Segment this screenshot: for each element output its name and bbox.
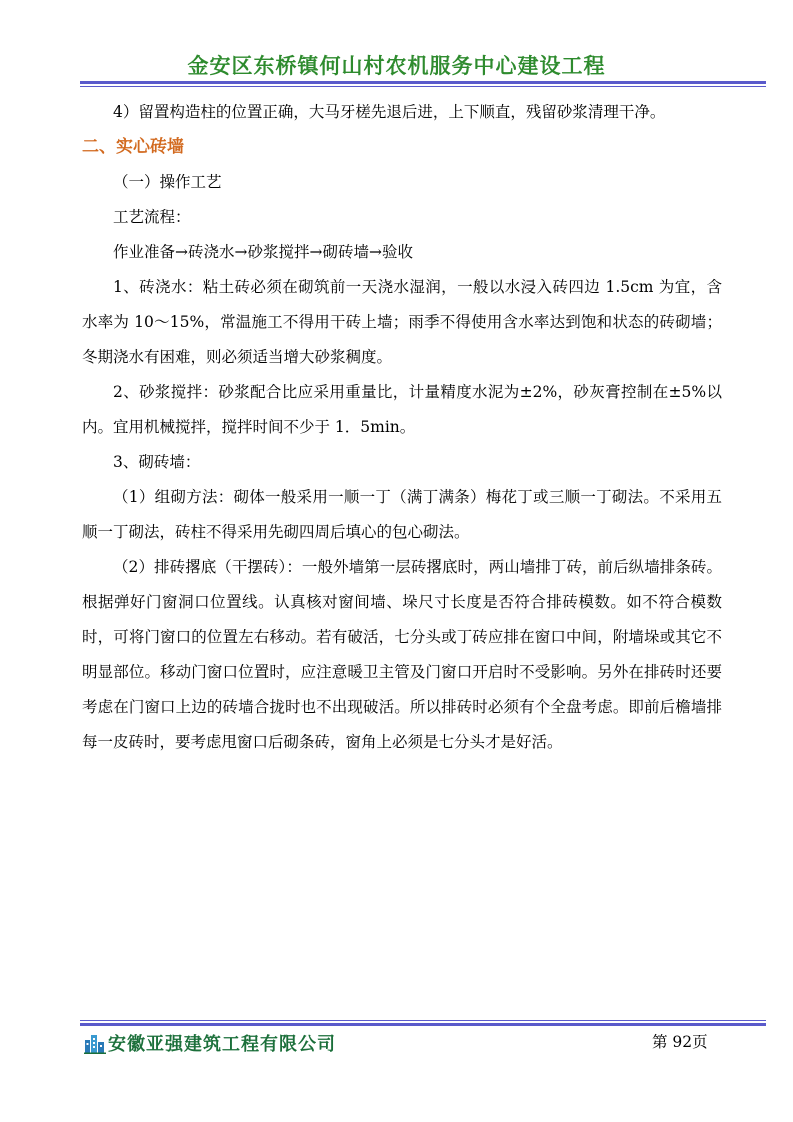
- paragraph: 4）留置构造柱的位置正确，大马牙槎先退后进，上下顺直，残留砂浆清理干净。: [113, 103, 666, 121]
- paragraph: （1）组砌方法：砌体一般采用一顺一丁（满丁满条）梅花丁或三顺一丁砌法。不采用五顺一丁砌法，砖柱不得采用先砌四周后填心的包心砌法。: [82, 488, 722, 541]
- paragraph: 2、砂浆搅拌：砂浆配合比应采用重量比，计量精度水泥为±2%，砂灰膏控制在±5%以内。宜用机械搅拌，搅拌时间不少于 1．5min。: [82, 383, 722, 436]
- building-logo-icon: [84, 1032, 106, 1054]
- subsection-title: （一）操作工艺: [113, 173, 222, 191]
- document-body: [82, 95, 722, 760]
- section-heading: 二、实心砖墙: [82, 137, 184, 157]
- footer-rule-thin: [80, 1020, 766, 1021]
- paragraph: 1、砖浇水：粘土砖必须在砌筑前一天浇水湿润，一般以水浸入砖四边 1.5cm 为宜，含水率为 10～15%，常温施工不得用干砖上墙；雨季不得使用含水率达到饱和状态的砖砌墙；冬期浇水有困难，则必须适当增大砂浆稠度。: [82, 278, 722, 366]
- footer-company-name: 安徽亚强建筑工程有限公司: [108, 1034, 336, 1055]
- paragraph: 工艺流程：: [113, 208, 191, 226]
- process-flow: 作业准备→砖浇水→砂浆搅拌→砌砖墙→验收: [113, 243, 413, 261]
- header-rule-thin: [80, 86, 766, 87]
- page-number: 第 92页: [652, 1033, 708, 1051]
- header-rule-thick: [80, 81, 766, 84]
- paragraph: （2）排砖撂底（干摆砖）：一般外墙第一层砖撂底时，两山墙排丁砖，前后纵墙排条砖。根据弹好门窗洞口位置线。认真核对窗间墙、垛尺寸长度是否符合排砖模数。如不符合模数时，可将门窗口的位置左右移动。若有破活，七分头或丁砖应排在窗口中间，附墙垛或其它不明显部位。移动门窗口位置时，应注意暖卫主管及门窗口开启时不受影响。另外在排砖时还要考虑在门窗口上边的砖墙合拢时也不出现破活。所以排砖时必须有个全盘考虑。即前后檐墙排每一皮砖时，要考虑甩窗口后砌条砖，窗角上必须是七分头才是好活。: [82, 558, 722, 751]
- footer-rule-thick: [80, 1023, 766, 1026]
- paragraph: 3、砌砖墙：: [113, 453, 201, 471]
- page-header-title: 金安区东桥镇何山村农机服务中心建设工程: [187, 54, 606, 78]
